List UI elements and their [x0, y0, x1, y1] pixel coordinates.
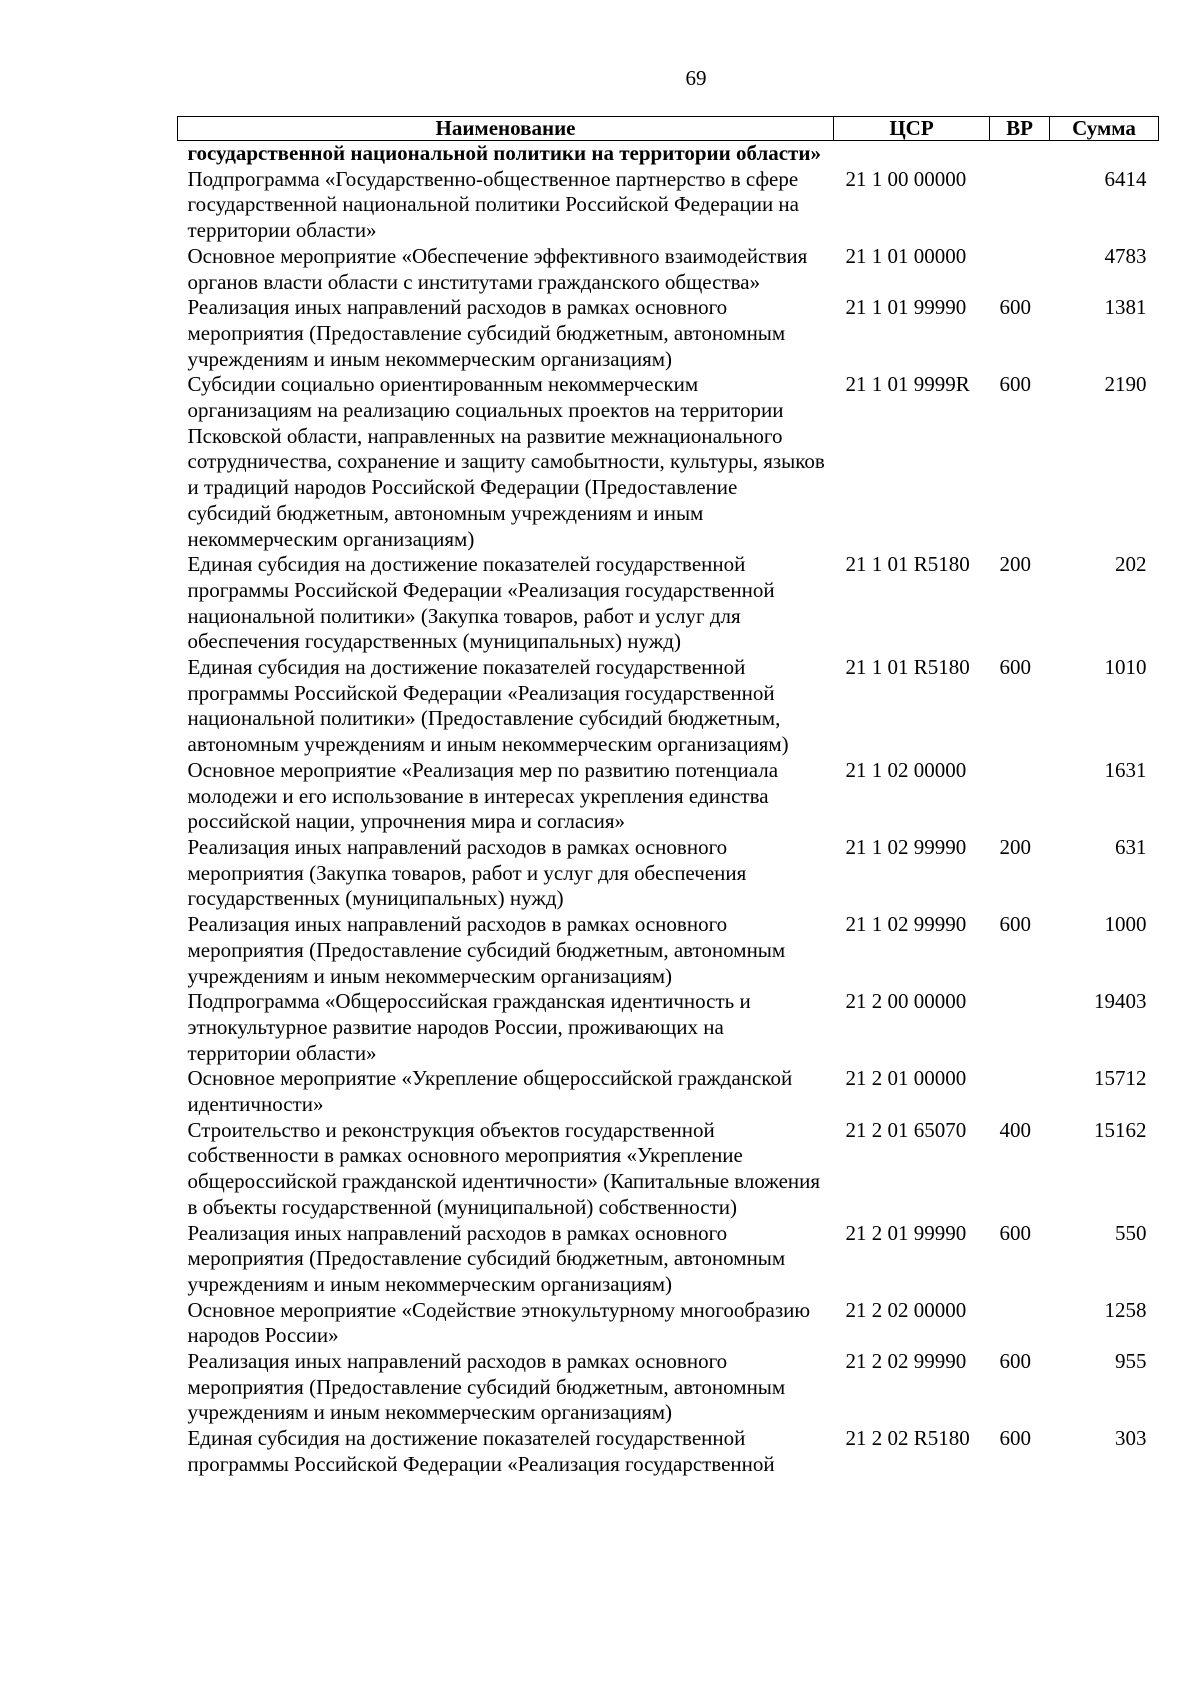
table-row	[178, 1426, 1159, 1477]
table-row	[178, 1349, 1159, 1426]
row-vr: 400	[999, 1117, 1031, 1142]
row-name: Основное мероприятие «Реализация мер по развитию потенциала молодежи и его использование в интересах укрепления единства российской нации, упрочнения мира и согласия»	[187, 757, 779, 834]
row-sum: 202	[1115, 552, 1147, 577]
row-csr: 21 1 01 9999R	[845, 372, 970, 397]
row-sum: 550	[1115, 1220, 1147, 1245]
table-row	[178, 167, 1159, 244]
row-sum: 1381	[1104, 295, 1147, 320]
table-row	[178, 244, 1159, 295]
row-vr: 600	[999, 912, 1031, 937]
table-body	[178, 141, 1159, 1478]
row-vr: 200	[999, 552, 1031, 577]
row-vr: 600	[999, 1220, 1031, 1245]
row-name: Субсидии социально ориентированным некоммерческим организациям на реализацию социальных проектов на территории Псковской области, направленных на развитие межнационального сотрудничества, сохранение и защиту самобытности, культуры, языков и традиций народов Российской Федерации (Предоставление субсидий бюджетным, автономным учреждениям и иным некоммерческим организациям)	[187, 372, 825, 551]
row-name: Реализация иных направлений расходов в рамках основного мероприятия (Предоставление субсидий бюджетным, автономным учреждениям и иным некоммерческим организациям)	[187, 295, 786, 371]
row-csr: 21 2 02 99990	[845, 1349, 967, 1374]
row-name: Основное мероприятие «Укрепление общероссийской гражданской идентичности»	[187, 1066, 793, 1117]
row-csr: 21 2 02 R5180	[845, 1426, 970, 1451]
row-name: Строительство и реконструкция объектов государственной собственности в рамках основного мероприятия «Укрепление общероссийской гражданской идентичности» (Капитальные вложения в объекты государственной (муниципальной) собственности)	[187, 1117, 821, 1219]
row-sum: 1631	[1104, 757, 1147, 782]
row-sum: 4783	[1104, 243, 1147, 268]
row-csr: 21 1 02 99990	[845, 834, 967, 859]
row-name: Единая субсидия на достижение показателей государственной программы Российской Федерации «Реализация государственной национальной политики» (Предоставление субсидий бюджетным, автономным учреждениям и иным некоммерческим организациям)	[187, 655, 789, 757]
table-row	[178, 989, 1159, 1066]
header-csr: ЦСР	[834, 117, 990, 141]
row-vr: 600	[999, 372, 1031, 397]
row-sum: 2190	[1104, 372, 1147, 397]
row-sum: 1000	[1104, 912, 1147, 937]
page-number: 69	[685, 66, 707, 90]
row-name: государственной национальной политики на территории области»	[187, 141, 821, 165]
table-row	[178, 141, 1159, 167]
row-csr	[834, 141, 990, 167]
row-csr: 21 2 00 00000	[845, 989, 967, 1014]
row-csr: 21 1 01 99990	[845, 295, 967, 320]
header-vr: ВР	[990, 117, 1050, 141]
row-name: Реализация иных направлений расходов в рамках основного мероприятия (Предоставление субсидий бюджетным, автономным учреждениям и иным некоммерческим организациям)	[187, 1349, 786, 1425]
row-csr: 21 2 01 65070	[845, 1117, 967, 1142]
row-sum: 1010	[1104, 655, 1147, 680]
row-name: Реализация иных направлений расходов в рамках основного мероприятия (Предоставление субсидий бюджетным, автономным учреждениям и иным некоммерческим организациям)	[187, 912, 786, 988]
row-name: Основное мероприятие «Содействие этнокультурному многообразию народов России»	[187, 1297, 811, 1348]
row-name: Основное мероприятие «Обеспечение эффективного взаимодействия органов власти области с институтами гражданского общества»	[187, 243, 808, 294]
row-vr	[990, 167, 1050, 244]
row-name: Реализация иных направлений расходов в рамках основного мероприятия (Закупка товаров, работ и услуг для обеспечения государственных (муниципальных) нужд)	[187, 834, 747, 911]
row-csr: 21 1 01 00000	[845, 243, 967, 268]
row-name: Подпрограмма «Государственно-общественное партнерство в сфере государственной национальной политики Российской Федерации на территории области»	[187, 166, 799, 243]
table-row	[178, 1118, 1159, 1221]
table-row	[178, 1221, 1159, 1298]
table-header	[178, 117, 1159, 141]
row-sum: 6414	[1104, 166, 1147, 191]
row-csr: 21 1 02 00000	[845, 757, 967, 782]
row-csr: 21 1 01 R5180	[845, 655, 970, 680]
row-sum	[1050, 141, 1159, 167]
header-name: Наименование	[178, 117, 834, 141]
table-row	[178, 1298, 1159, 1349]
row-csr: 21 1 00 00000	[845, 166, 967, 191]
row-sum: 15162	[1094, 1117, 1147, 1142]
table-row	[178, 912, 1159, 989]
row-sum: 15712	[1094, 1066, 1147, 1091]
row-vr: 200	[999, 834, 1031, 859]
row-vr	[990, 758, 1050, 835]
row-name: Реализация иных направлений расходов в рамках основного мероприятия (Предоставление субсидий бюджетным, автономным учреждениям и иным некоммерческим организациям)	[187, 1220, 786, 1296]
row-vr: 600	[999, 295, 1031, 320]
table-row	[178, 552, 1159, 655]
row-vr: 600	[999, 1349, 1031, 1374]
header-row	[178, 117, 1159, 141]
row-vr	[990, 989, 1050, 1066]
table-row	[178, 758, 1159, 835]
row-vr	[990, 1298, 1050, 1349]
table-row	[178, 372, 1159, 552]
row-csr: 21 2 02 00000	[845, 1297, 967, 1322]
table-row	[178, 655, 1159, 758]
row-vr: 600	[999, 1426, 1031, 1451]
budget-table	[177, 116, 1159, 1478]
row-vr: 600	[999, 655, 1031, 680]
header-sum: Сумма	[1050, 117, 1159, 141]
row-sum: 955	[1115, 1349, 1147, 1374]
table-row	[178, 835, 1159, 912]
row-sum: 1258	[1104, 1297, 1147, 1322]
row-name: Единая субсидия на достижение показателей государственной программы Российской Федерации «Реализация государственной национальной политики» (Закупка товаров, работ и услуг для обеспечения государственных (муниципальных) нужд)	[187, 552, 775, 654]
row-vr	[990, 244, 1050, 295]
row-vr	[990, 1066, 1050, 1117]
row-csr: 21 2 01 00000	[845, 1066, 967, 1091]
table-row	[178, 295, 1159, 372]
row-name: Единая субсидия на достижение показателей государственной программы Российской Федерации «Реализация государственной	[187, 1426, 775, 1476]
table-row	[178, 1066, 1159, 1117]
row-csr: 21 1 01 R5180	[845, 552, 970, 577]
row-vr	[990, 141, 1050, 167]
row-name: Подпрограмма «Общероссийская гражданская идентичность и этнокультурное развитие народов России, проживающих на территории области»	[187, 989, 751, 1065]
row-sum: 303	[1115, 1426, 1147, 1451]
row-sum: 19403	[1094, 989, 1147, 1014]
row-csr: 21 1 02 99990	[845, 912, 967, 937]
row-csr: 21 2 01 99990	[845, 1220, 967, 1245]
row-sum: 631	[1115, 834, 1147, 859]
